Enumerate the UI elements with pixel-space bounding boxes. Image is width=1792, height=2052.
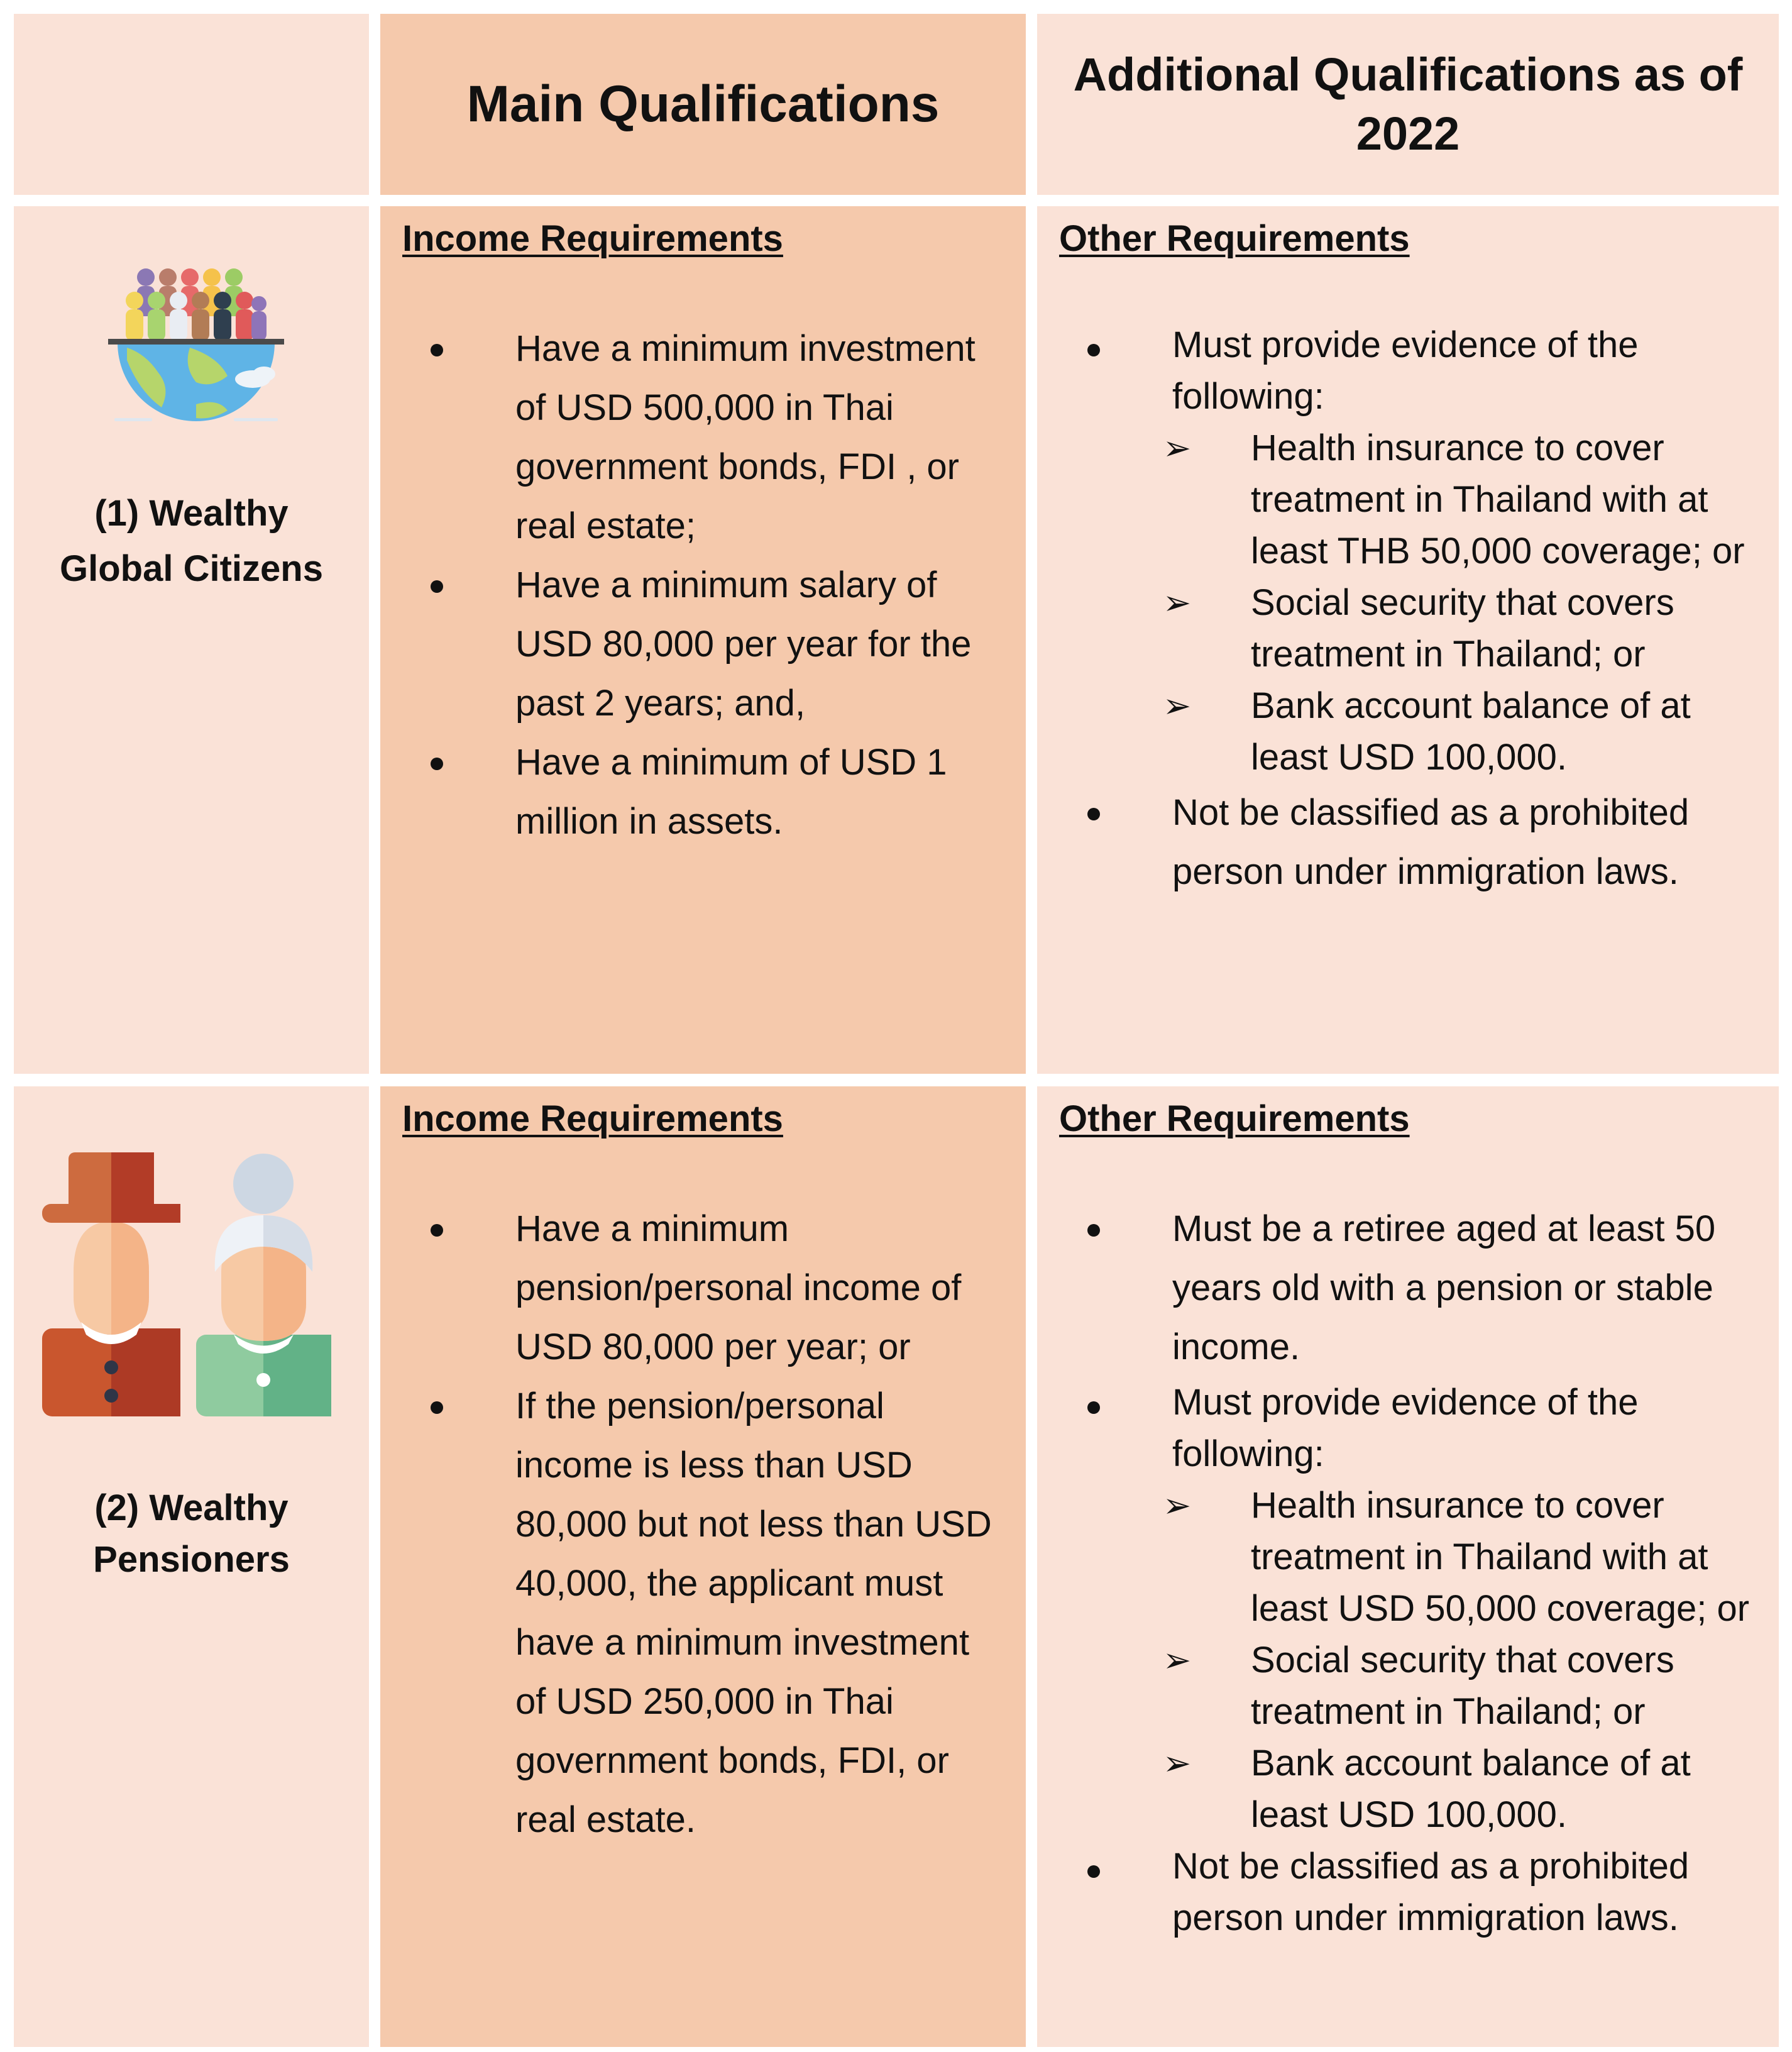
- other-list-2: [1037, 1200, 1760, 1944]
- sub-list-item: ➢ Health insurance to cover treatment in Thailand with at least USD 50,000 coverage; or: [1163, 1480, 1760, 1635]
- sub-list: [1037, 1480, 1760, 1841]
- additional-qualifications-title: Additional Qualifications as of 2022: [1073, 48, 1743, 160]
- list-item: Must be a retiree aged at least 50 years old with a pension or stable income.: [1037, 1200, 1760, 1377]
- sub-list-item: ➢ Bank account balance of at least USD 100,000.: [1163, 680, 1760, 783]
- category-label-2: (2) Wealthy Pensioners: [93, 1487, 290, 1580]
- main-qualifications-title: Main Qualifications: [466, 75, 940, 133]
- globe-people-icon: [102, 253, 290, 442]
- income-list-2: [380, 1200, 1007, 1850]
- category-cell-1: [14, 206, 369, 1074]
- other-requirements-title: Other Requirements: [1059, 218, 1410, 259]
- other-cell-1: [1037, 206, 1779, 1074]
- list-item: Not be classified as a prohibited person under immigration laws.: [1037, 783, 1760, 902]
- header-empty-cell: [14, 14, 369, 195]
- other-requirements-title: Other Requirements: [1059, 1098, 1410, 1139]
- elderly-couple-icon: [42, 1146, 338, 1423]
- list-item: If the pension/personal income is less than USD 80,000 but not less than USD 40,000, the applicant must have a minimum investment of USD 250,000 in Thai government bonds, FDI, or real estate.: [380, 1377, 1007, 1850]
- list-item: Have a minimum of USD 1 million in assets.: [380, 733, 1007, 851]
- sub-list: [1037, 422, 1760, 783]
- list-item: Not be classified as a prohibited person under immigration laws.: [1037, 1841, 1760, 1944]
- list-item: [1037, 319, 1760, 783]
- income-requirements-title: Income Requirements: [402, 1098, 783, 1139]
- list-item-text: Must provide evidence of the following:: [1172, 1382, 1639, 1474]
- list-item: Have a minimum pension/personal income of USD 80,000 per year; or: [380, 1200, 1007, 1377]
- category-label-1: (1) Wealthy Global Citizens: [60, 493, 323, 589]
- list-item: Have a minimum salary of USD 80,000 per year for the past 2 years; and,: [380, 556, 1007, 733]
- sub-list-item: ➢ Bank account balance of at least USD 100,000.: [1163, 1738, 1760, 1841]
- income-cell-1: [380, 206, 1026, 1074]
- other-cell-2: [1037, 1086, 1779, 2047]
- list-item: Have a minimum investment of USD 500,000 in Thai government bonds, FDI , or real estate;: [380, 319, 1007, 556]
- list-item: [1037, 1377, 1760, 1841]
- other-list-1: [1037, 319, 1760, 902]
- sub-list-item: ➢ Social security that covers treatment in Thailand; or: [1163, 1635, 1760, 1738]
- income-requirements-title: Income Requirements: [402, 218, 783, 259]
- list-item-text: Must provide evidence of the following:: [1172, 324, 1639, 417]
- category-cell-2: [14, 1086, 369, 2047]
- sub-list-item: ➢ Health insurance to cover treatment in Thailand with at least THB 50,000 coverage; or: [1163, 422, 1760, 577]
- sub-list-item: ➢ Social security that covers treatment in Thailand; or: [1163, 577, 1760, 680]
- income-cell-2: [380, 1086, 1026, 2047]
- main-qualifications-header: [380, 14, 1026, 195]
- income-list-1: [380, 319, 1007, 851]
- additional-qualifications-header: [1037, 14, 1779, 195]
